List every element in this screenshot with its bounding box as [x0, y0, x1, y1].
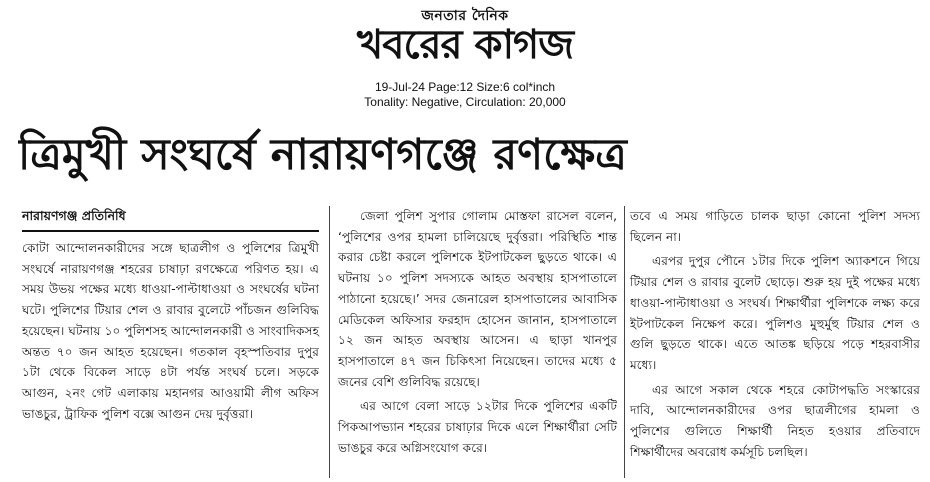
paragraph: তবে এ সময় গাড়িতে চালক ছাড়া কোনো পুলিশ সদস্য ছিলেন না।: [630, 209, 920, 244]
clipping-meta-tonality-circulation: Tonality: Negative, Circulation: 20,000: [364, 95, 566, 109]
column-divider: [624, 206, 625, 478]
article-column-2: [338, 206, 617, 462]
byline-rule: [22, 230, 319, 232]
paragraph: এর আগে সকাল থেকে শহরে কোটাপদ্ধতি সংস্কারের দাবি, আন্দোলনকারীদের ওপর ছাত্রলীগের হামলা ও পুলিশের গুলিতে শিক্ষার্থী নিহত হওয়ার প্রতিবাদে শিক্ষার্থীদের অবরোধ কর্মসূচি চলছিল।: [630, 382, 920, 459]
article-headline: ত্রিমুখী সংঘর্ষে নারায়ণগঞ্জে রণক্ষেত্র: [18, 130, 627, 180]
column-divider: [329, 206, 330, 478]
paragraph: জেলা পুলিশ সুপার গোলাম মোস্তফা রাসেল বলেন, ‘পুলিশের ওপর হামলা চালিয়েছে দুর্বৃত্তরা। পরিস্থিতি শান্ত করার চেষ্টা করলে পুলিশকে ইটপাটকেল ছুড়তে থাকে। এ ঘটনায় ১০ পুলিশ সদস্যকে আহত অবস্থায় হাসপাতালে পাঠানো হয়েছে।’ সদর জেনারেল হাসপাতালের আবাসিক মেডিকেল অফিসার ফরহাদ হোসেন জানান, হাসপাতালে ১২ জন আহত অবস্থায় আসেন। এ ছাড়া খানপুর হাসপাতালে ৪৭ জন চিকিৎসা নিয়েছেন। তাদের মধ্যে ৫ জনের বেশি গুলিবিদ্ধ রয়েছে।: [338, 209, 617, 389]
clipping-meta-date-page-size: 19-Jul-24 Page:12 Size:6 col*inch: [374, 80, 556, 94]
article-column-3: [630, 206, 920, 466]
byline: নারায়ণগঞ্জ প্রতিনিধি: [22, 208, 126, 223]
paragraph: কোটা আন্দোলনকারীদের সঙ্গে ছাত্রলীগ ও পুলিশের ত্রিমুখী সংঘর্ষে নারায়ণগঞ্জ শহরের চাষাঢ়া রণক্ষেত্রে পরিণত হয়। এ সময় উভয় পক্ষের মধ্যে ধাওয়া-পাল্টাধাওয়া ও সংঘর্ষের ঘটনা ঘটে। পুলিশের টিয়ার শেল ও রাবার বুলেটে পাঁচজন গুলিবিদ্ধ হয়েছেন। ঘটনায় ১০ পুলিশসহ আন্দোলনকারী ও সাংবাদিকসহ অন্তত ৭০ জন আহত হয়েছেন। গতকাল বৃহস্পতিবার দুপুর ১টা থেকে বিকেল সাড়ে ৪টা পর্যন্ত সংঘর্ষ চলে। সড়কে আগুন, ২নং গেট এলাকায় মহানগর আওয়ামী লীগ অফিস ভাঙচুর, ট্রাফিক পুলিশ বক্সে আগুন দেয় দুর্বৃত্তরা।: [22, 241, 319, 421]
masthead-tagline: জনতার দৈনিক: [421, 8, 509, 24]
paragraph: এরপর দুপুর পৌনে ১টার দিকে পুলিশ অ্যাকশনে গিয়ে টিয়ার শেল ও রাবার বুলেট ছোড়ে। শুরু হয় দুই পক্ষের মধ্যে ধাওয়া-পাল্টাধাওয়া ও সংঘর্ষ। শিক্ষার্থীরা পুলিশকে লক্ষ্য করে ইটপাটকেল নিক্ষেপ করে। পুলিশও মুহুর্মুহু টিয়ার শেল ও গুলি ছুড়তে থাকে। এতে আতঙ্ক ছড়িয়ে পড়ে শহরবাসীর মধ্যে।: [630, 254, 920, 372]
masthead: [0, 0, 930, 122]
article-column-1: [22, 206, 319, 428]
paragraph: এর আগে বেলা সাড়ে ১২টার দিকে পুলিশের একটি পিকআপভ্যান শহরের চাষাঢ়ার দিকে এলে শিক্ষার্থীরা সেটি ভাঙচুর করে অগ্নিসংযোগ করে।: [338, 399, 617, 455]
newspaper-logo: খবরের কাগজ: [356, 22, 574, 68]
